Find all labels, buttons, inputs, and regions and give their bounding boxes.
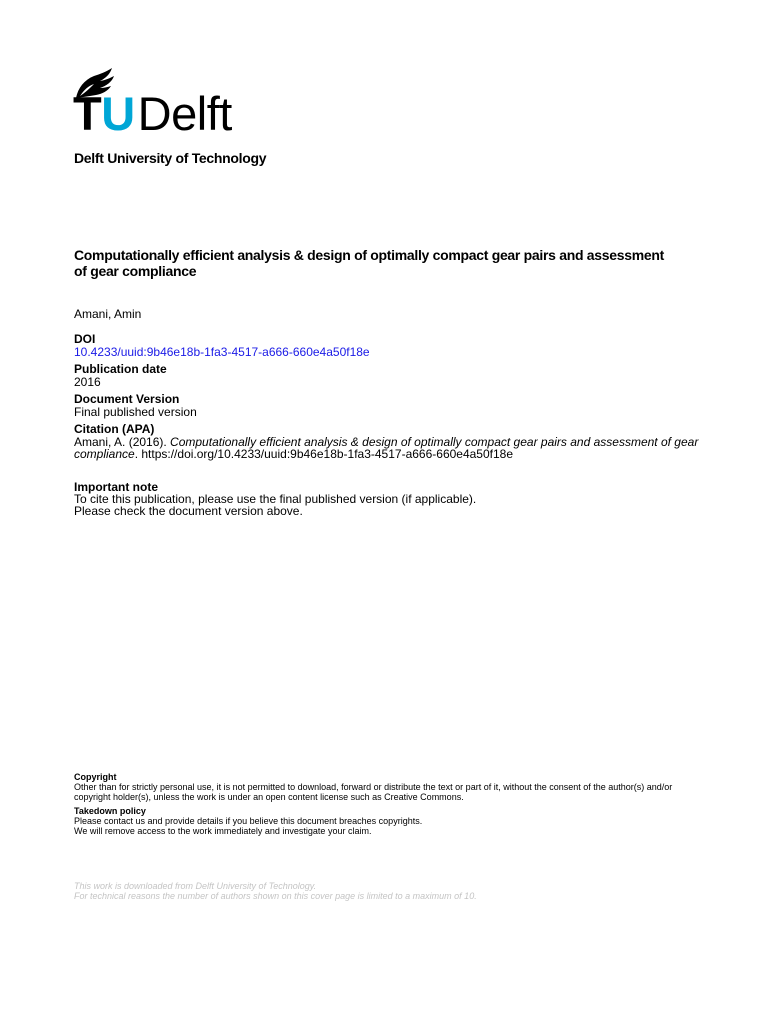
copyright-text: Other than for strictly personal use, it is not permitted to download, forward or distribute the text or part of it, without the consent of the author(s) and/or copyright holder(s), unless the work is under an open content license such as Creative Commons.	[74, 782, 673, 802]
metadata-block	[74, 333, 724, 464]
citation-text	[74, 436, 724, 460]
document-version-label: Document Version	[74, 392, 180, 406]
download-footer	[74, 881, 694, 901]
citation-label: Citation (APA)	[74, 422, 155, 436]
citation-title: Computationally efficient analysis & design of optimally compact gear pairs and assessment of gear compliance	[74, 435, 699, 461]
logo-letter-t: T	[73, 87, 102, 140]
logo-word-delft: Delft	[137, 87, 232, 140]
publication-title: Computationally efficient analysis & design of optimally compact gear pairs and assessment of gear compliance	[74, 247, 664, 279]
important-note-line2: Please check the document version above.	[74, 504, 303, 518]
takedown-line2: We will remove access to the work immediately and investigate your claim.	[74, 826, 372, 836]
legal-block	[74, 772, 694, 840]
doi-link[interactable]: 10.4233/uuid:9b46e18b-1fa3-4517-a666-660e4a50f18e	[74, 345, 370, 359]
important-note-label: Important note	[74, 480, 158, 494]
takedown-label: Takedown policy	[74, 806, 146, 816]
citation-prefix: Amani, A. (2016).	[74, 435, 171, 449]
takedown-line1: Please contact us and provide details if you believe this document breaches copyrights.	[74, 816, 423, 826]
document-version-value: Final published version	[74, 405, 197, 419]
logo-letter-u: U	[101, 87, 135, 140]
footer-line2: For technical reasons the number of authors shown on this cover page is limited to a maximum of 10.	[74, 891, 477, 901]
publication-date-value: 2016	[74, 375, 101, 389]
doi-label: DOI	[74, 332, 96, 346]
important-note-line1: To cite this publication, please use the final published version (if applicable).	[74, 492, 477, 506]
citation-suffix: . https://doi.org/10.4233/uuid:9b46e18b-1fa3-4517-a666-660e4a50f18e	[134, 447, 514, 461]
university-name: Delft University of Technology	[74, 150, 267, 166]
publication-date-label: Publication date	[74, 362, 167, 376]
footer-line1: This work is downloaded from Delft University of Technology.	[74, 881, 317, 891]
author-name: Amani, Amin	[74, 307, 142, 321]
copyright-label: Copyright	[74, 772, 117, 782]
logo-wordmark	[73, 87, 232, 140]
important-note	[74, 481, 694, 517]
